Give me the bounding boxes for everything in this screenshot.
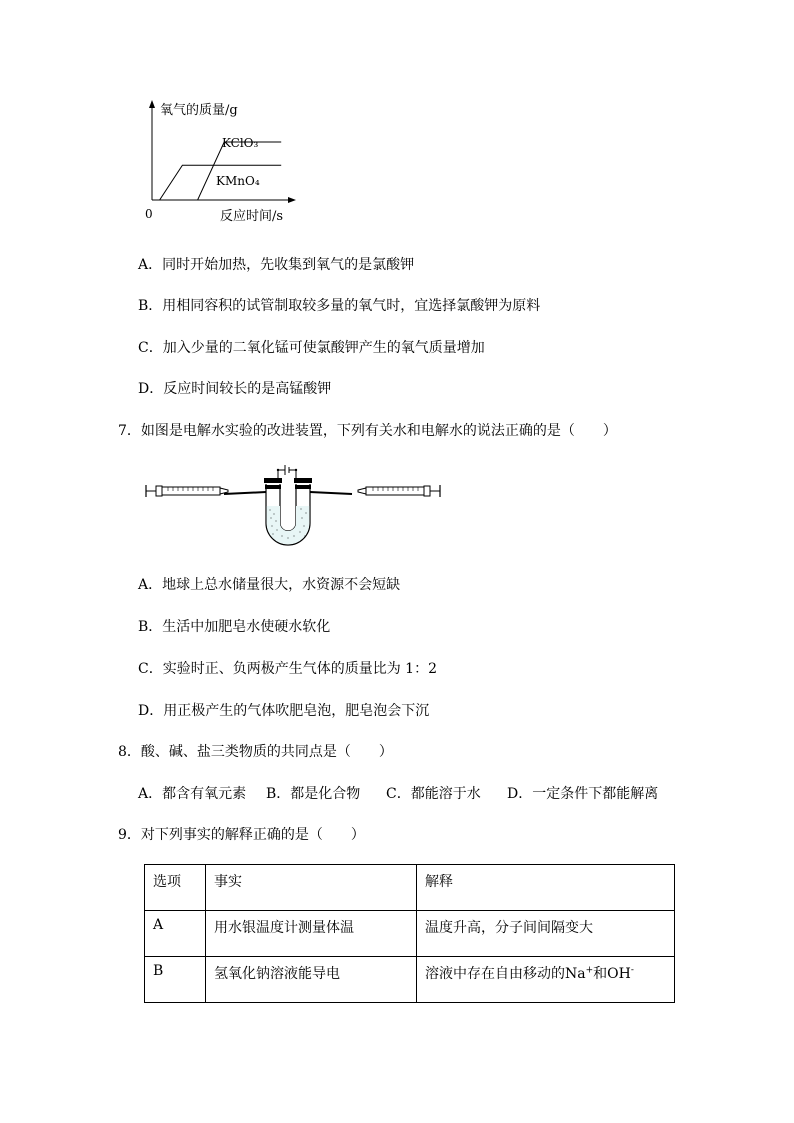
q7-option-a: A．地球上总水储量很大，水资源不会短缺 — [138, 577, 401, 593]
y-axis-label: 氧气的质量/g — [160, 103, 238, 118]
q8-option-c: C．都能溶于水 — [386, 786, 481, 802]
header-fact: 事实 — [206, 865, 417, 911]
q6-option-c: C．加入少量的二氧化锰可使氯酸钾产生的氧气质量增加 — [138, 340, 485, 356]
x-axis-label: 反应时间/s — [220, 209, 284, 224]
oxygen-mass-graph — [140, 96, 300, 226]
q9-stem: 9．对下列事实的解释正确的是（ ） — [118, 827, 365, 843]
row-a-explanation: 温度升高，分子间间隔变大 — [417, 911, 675, 957]
q7-option-c: C．实验时正、负两极产生气体的质量比为 1：2 — [138, 661, 437, 677]
table-header-row — [145, 865, 675, 911]
origin-label: 0 — [145, 207, 153, 221]
table-row — [145, 957, 675, 1003]
q7-option-b: B．生活中加肥皂水使硬水软化 — [138, 619, 331, 635]
row-b-option: B — [145, 957, 206, 1003]
q8-stem: 8．酸、碱、盐三类物质的共同点是（ ） — [118, 744, 393, 760]
q7-stem: 7．如图是电解水实验的改进装置，下列有关水和电解水的说法正确的是（ ） — [118, 423, 617, 439]
x-axis-arrow — [288, 197, 296, 203]
q8-option-b: B．都是化合物 — [266, 786, 361, 802]
sodium-ion: Na — [565, 966, 586, 982]
y-axis-arrow — [149, 100, 155, 108]
electrolysis-apparatus-diagram — [142, 458, 444, 550]
q6-option-d: D．反应时间较长的是高锰酸钾 — [138, 381, 332, 397]
sodium-charge: + — [585, 965, 594, 976]
row-b-fact: 氢氧化钠溶液能导电 — [206, 957, 417, 1003]
row-b-explanation — [417, 957, 675, 1003]
q6-option-b: B．用相同容积的试管制取较多量的氧气时，宜选择氯酸钾为原料 — [138, 298, 541, 314]
kclo3-line — [152, 142, 281, 200]
row-a-fact: 用水银温度计测量体温 — [206, 911, 417, 957]
kmno4-label: KMnO₄ — [216, 174, 260, 188]
row-a-option: A — [145, 911, 206, 957]
table-row — [145, 911, 675, 957]
q8-option-a: A．都含有氧元素 — [138, 786, 247, 802]
header-explanation: 解释 — [417, 865, 675, 911]
row-b-explanation-text: 溶液中存在自由移动的 — [425, 966, 565, 982]
q7-option-d: D．用正极产生的气体吹肥皂泡，肥皂泡会下沉 — [138, 703, 430, 719]
facts-table — [144, 864, 675, 1003]
and-text: 和 — [593, 966, 608, 982]
hydroxide-charge: - — [630, 965, 634, 976]
kclo3-label: KClO₃ — [222, 136, 259, 150]
hydroxide-ion: OH — [607, 966, 631, 982]
header-option: 选项 — [145, 865, 206, 911]
q6-option-a: A．同时开始加热，先收集到氧气的是氯酸钾 — [138, 257, 415, 273]
q8-option-d: D．一定条件下都能解离 — [507, 786, 659, 802]
